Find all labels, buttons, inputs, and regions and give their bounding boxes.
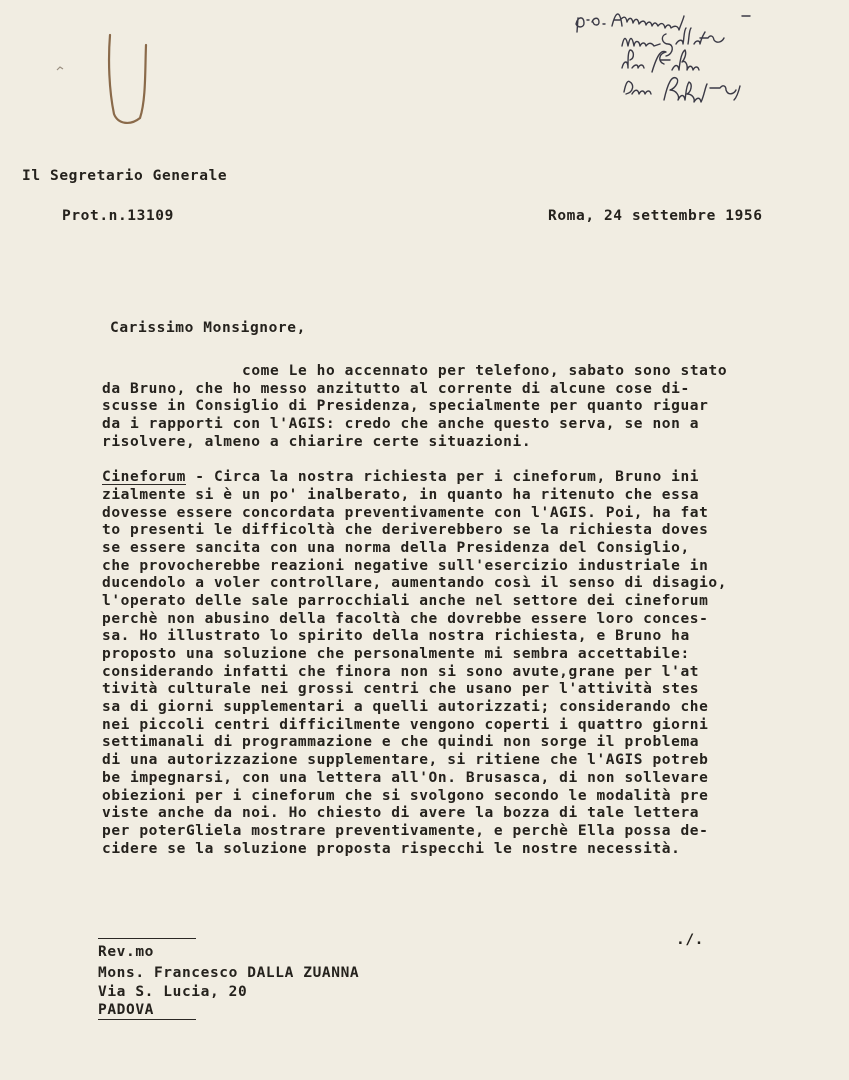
body-line: ducendolo a voler controllare, aumentando così il senso di disagio, [102, 575, 728, 592]
body-line: settimanali di programmazione e che quindi non sorge il problema [102, 734, 700, 751]
recipient-rule-top [98, 938, 196, 940]
letter-date: Roma, 24 settembre 1956 [548, 208, 763, 224]
body-line: per poterGliela mostrare preventivamente, e perchè Ella possa de- [102, 822, 709, 839]
body-line: sa. Ho illustrato lo spirito della nostra richiesta, e Bruno ha [102, 628, 690, 645]
body-line: risolvere, almeno a chiarire certe situazioni. [102, 433, 532, 450]
body-line: zialmente si è un po' inalberato, in quanto ha ritenuto che essa [102, 486, 700, 503]
body-line: come Le ho accennato per telefono, sabato sono stato [242, 363, 728, 379]
body-line: se essere sancita con una norma della Presidenza del Consiglio, [102, 539, 690, 556]
body-line: obiezioni per i cineforum che si svolgono secondo le modalità pre [102, 787, 709, 804]
recipient-city: PADOVA [98, 1002, 154, 1018]
body-line: cidere se la soluzione proposta rispecchi le nostre necessità. [102, 840, 681, 857]
body-line: l'operato delle sale parrocchiali anche nel settore dei cineforum [102, 592, 709, 609]
section-heading: Cineforum [102, 469, 186, 486]
sender-title: Il Segretario Generale [22, 168, 228, 184]
letter-body [102, 363, 822, 858]
body-line-heading [102, 469, 822, 487]
body-line: sa di giorni supplementari a quelli autorizzati; considerando che [102, 699, 709, 716]
recipient-honorific: Rev.mo [98, 944, 154, 960]
paragraph-gap [102, 451, 822, 469]
body-line: considerando infatti che finora non si sono avute,grane per l'at [102, 663, 700, 680]
body-line: scusse in Consiglio di Presidenza, specialmente per quanto riguar [102, 398, 709, 415]
body-line: dovesse essere concordata preventivamente con l'AGIS. Poi, ha fat [102, 504, 709, 521]
protocol-number: Prot.n.13109 [62, 208, 174, 224]
body-line: viste anche da noi. Ho chiesto di avere la bozza di tale lettera [102, 805, 700, 822]
body-line: tività culturale nei grossi centri che usano per l'attività stes [102, 681, 700, 698]
recipient-street: Via S. Lucia, 20 [98, 984, 248, 1000]
handwritten-note-signature [570, 4, 800, 114]
body-line: proposto una soluzione che personalmente mi sembra accettabile: [102, 646, 690, 662]
recipient-rule-bottom [98, 1019, 196, 1021]
pencil-bracket-mark [100, 30, 160, 130]
body-line: da i rapporti con l'AGIS: credo che anche questo serva, se non a [102, 416, 700, 433]
paper-speck [56, 66, 64, 72]
body-line: to presenti le difficoltà che deriverebbero se la richiesta doves [102, 522, 709, 539]
body-line: perchè non abusino della facoltà che dovrebbe essere loro conces- [102, 610, 709, 627]
body-line: di una autorizzazione supplementare, si ritiene che l'AGIS potreb [102, 752, 709, 769]
salutation: Carissimo Monsignore, [110, 320, 306, 336]
continuation-mark: ./. [676, 932, 704, 948]
body-line: be impegnarsi, con una lettera all'On. Brusasca, di non sollevare [102, 769, 709, 786]
body-line-rest: - Circa la nostra richiesta per i cineforum, Bruno ini [185, 469, 700, 486]
body-line: da Bruno, che ho messo anzitutto al corrente di alcune cose di- [102, 380, 690, 397]
body-line: nei piccoli centri difficilmente vengono coperti i quattro giorni [102, 716, 709, 733]
recipient-name: Mons. Francesco DALLA ZUANNA [98, 965, 360, 981]
body-line: che provocherebbe reazioni negative sull'esercizio industriale in [102, 557, 709, 574]
